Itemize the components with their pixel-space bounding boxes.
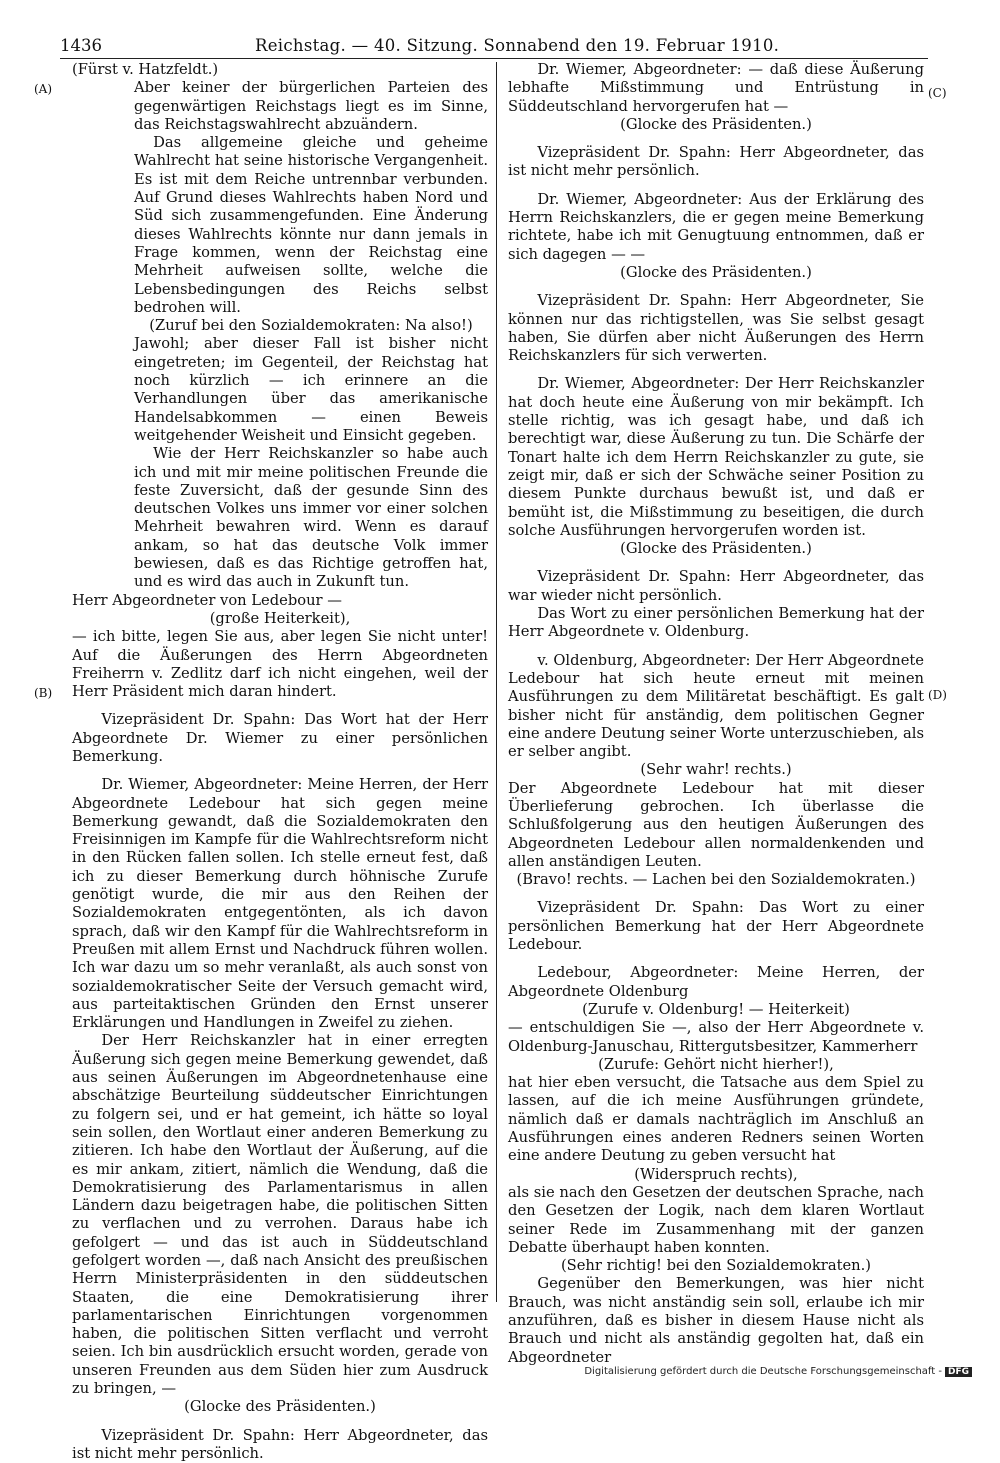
right-column <box>508 61 924 1367</box>
interjection: (Widerspruch rechts), <box>634 1165 798 1183</box>
paragraph: Gegenüber den Bemerkungen, was hier nicht Brauch, was nicht anständig sein soll, erlaube ich mir anzuführen, daß es bisher in diesem Hause nicht als Brauch und nicht als anständig gegolten hat, daß ein Abgeordneter <box>508 1275 924 1366</box>
column-divider <box>496 62 497 1302</box>
digitization-credit <box>584 1366 972 1377</box>
left-column <box>72 61 488 1463</box>
dfg-logo: DFG <box>945 1367 972 1377</box>
ledebour-speech: Ledebour, Abgeordneter: Meine Herren, der Abgeordnete Oldenburg <box>508 964 924 1000</box>
paragraph: Das Wort zu einer persönlichen Bemerkung hat der Herr Abgeordnete v. Oldenburg. <box>508 605 924 641</box>
paragraph: Wie der Herr Reichskanzler so habe auch ich und mit mir meine politischen Freunde die feste Zuversicht, daß der gesunde Sinn des deutschen Volkes uns immer vor einer solchen Mehrheit bewahren wird. Wenn es darauf ankam, so hat das deutsche Volk immer bewiesen, daß es das Richtige getroffen hat, und es wird das auch in Zukunft tun. <box>134 445 488 591</box>
paragraph: Der Herr Reichskanzler hat in einer erregten Äußerung sich gegen meine Bemerkung gewendet, daß aus seinen Äußerungen im Abgeordnetenhause eine abschätzige Beurteilung süddeutscher Einrichtungen zu folgern sei, und er hat gemeint, ich hätte so loyal sein sollen, den Wortlaut einer anderen Bemerkung zu zitieren. Ich habe den Wortlaut der Äußerung, auf die es mir ankam, zitiert, nämlich die Wendung, daß die Demokratisierung des Parlamentarismus in allen Ländern dazu beigetragen habe, die politischen Sitten zu verflachen und zu verrohen. Daraus habe ich gefolgert — und das ist auch in Süddeutschland gefolgert worden —, daß nach Ansicht des preußischen Herrn Ministerpräsidenten in den süddeutschen Staaten, die eine Demokratisierung ihrer parlamentarischen Einrichtungen vorgenommen haben, die politischen Sitten verflacht und verroht seien. Ich bin ausdrücklich ersucht worden, gerade von unseren Freunden aus dem Süden hier zum Ausdruck zu bringen, — <box>72 1032 488 1398</box>
interjection: (Bravo! rechts. — Lachen bei den Sozialdemokraten.) <box>516 871 916 889</box>
wiemer-speech: Dr. Wiemer, Abgeordneter: Meine Herren, der Herr Abgeordnete Ledebour hat sich gegen meine Bemerkung gewandt, daß die Sozialdemokraten den Freisinnigen im Kampfe für die Wahlrechtsreform nicht in den Rücken fallen sollen. Ich stelle erneut fest, daß ich zu dieser Bemerkung durch höhnische Zurufe genötigt wurde, die mir aus den Reihen der Sozialdemokraten entgegentönten, als ich davon sprach, daß wir den Kampf für die Wahlrechtsreform in Preußen mit allem Ernst und Nachdruck führen wollen. Ich war dazu um so mehr veranlaßt, als auch sonst von sozialdemokratischer Seite der Versuch gemacht wird, aus parteitaktischen Gründen den Ernst unserer Erklärungen und Handlungen in Zweifel zu ziehen. <box>72 776 488 1032</box>
wiemer-speech: Dr. Wiemer, Abgeordneter: Der Herr Reichskanzler hat doch heute eine Äußerung von mir bekämpft. Ich stelle richtig, was ich gesagt habe, und daß ich berechtigt war, diese Äußerung zu tun. Die Schärfe der Tonart halte ich dem Herrn Reichskanzler zu gute, sie zeigt mir, daß er sich der Schwäche seiner Position zu diesem Punkte durchaus bewußt ist, und daß er bemüht ist, die Mißstimmung zu beseitigen, die durch solche Ausführungen hervorgerufen worden ist. <box>508 375 924 539</box>
president-remark: Vizepräsident Dr. Spahn: Herr Abgeordneter, Sie können nur das richtigstellen, was Sie selbst gesagt haben, Sie dürfen aber nicht Äußerungen des Herrn Reichskanzlers für sich verwerten. <box>508 292 924 365</box>
speaker-context: (Fürst v. Hatzfeldt.) <box>72 61 219 78</box>
paragraph: — ich bitte, legen Sie aus, aber legen Sie nicht unter! Auf die Äußerungen des Herrn Abgeordneten Freiherrn v. Zedlitz darf ich nicht eingehen, weil der Herr Präsident mich daran hindert. <box>72 628 488 701</box>
oldenburg-speech: v. Oldenburg, Abgeordneter: Der Herr Abgeordnete Ledebour hat sich heute erneut mit meinen Ausführungen zu dem Militäretat beschäftigt. Es galt bisher nicht für anständig, dem politischen Gegner eine andere Deutung seiner Worte unterzuschieben, als er selber angibt. <box>508 651 924 761</box>
interjection: (Glocke des Präsidenten.) <box>184 1398 376 1416</box>
credit-text: Digitalisierung gefördert durch die Deutsche Forschungsgemeinschaft - <box>584 1366 942 1377</box>
page-number: 1436 <box>60 36 102 55</box>
running-header <box>60 35 928 57</box>
margin-marker-b: (B) <box>34 686 53 700</box>
hatzfeldt-speech <box>72 79 488 591</box>
paragraph: — entschuldigen Sie —, also der Herr Abgeordnete v. Oldenburg-Januschau, Rittergutsbesitzer, Kammerherr <box>508 1019 924 1055</box>
paragraph: hat hier eben versucht, die Tatsache aus dem Spiel zu lassen, auf die ich meine Ausführungen gründete, nämlich daß er damals nachträglich im Anschluß an Ausführungen eines anderen Redners seinen Worten eine andere Deutung zu geben versucht hat <box>508 1074 924 1165</box>
paragraph: Das allgemeine gleiche und geheime Wahlrecht hat seine historische Vergangenheit. Es ist mit dem Reiche untrennbar verbunden. Auf Grund dieses Wahlrechts haben Nord und Süd sich zusammengefunden. Eine Änderung dieses Wahlrechts könnte nur dann jemals in Frage kommen, wenn der Reichstag eine Mehrheit aufweisen sollte, welche die Lebensbedingungen des Reichs selbst bedrohen will. <box>134 134 488 316</box>
margin-marker-d: (D) <box>928 688 947 702</box>
paragraph: Aber keiner der bürgerlichen Parteien des gegenwärtigen Reichstags liegt es im Sinne, das Reichstagswahlrecht abzuändern. <box>134 79 488 133</box>
paragraph: Jawohl; aber dieser Fall ist bisher nicht eingetreten; im Gegenteil, der Reichstag hat noch kürzlich — ich erinnere an die Verhandlungen über das amerikanische Handelsabkommen — einen Beweis weitgehender Weisheit und Einsicht gegeben. <box>134 335 488 444</box>
president-remark: Vizepräsident Dr. Spahn: Herr Abgeordneter, das ist nicht mehr persönlich. <box>72 1426 488 1462</box>
paragraph: Der Abgeordnete Ledebour hat mit dieser Überlieferung gebrochen. Ich überlasse die Schlußfolgerung aus den heutigen Äußerungen des Abgeordneten Ledebour allen normaldenkenden und allen anständigen Leuten. <box>508 779 924 870</box>
wiemer-speech: Dr. Wiemer, Abgeordneter: Aus der Erklärung des Herrn Reichskanzlers, die er gegen meine Bemerkung richtete, habe ich mit Genugtuung entnommen, daß er sich dagegen — — <box>508 190 924 263</box>
interjection: (Sehr richtig! bei den Sozialdemokraten.) <box>560 1257 872 1275</box>
paragraph: Herr Abgeordneter von Ledebour — <box>72 591 342 609</box>
president-remark: Vizepräsident Dr. Spahn: Das Wort hat der Herr Abgeordnete Dr. Wiemer zu einer persönlichen Bemerkung. <box>72 711 488 765</box>
header-rule <box>60 58 928 59</box>
interjection: (große Heiterkeit), <box>209 609 351 627</box>
margin-marker-c: (C) <box>928 86 947 100</box>
interjection: (Zurufe v. Oldenburg! — Heiterkeit) <box>582 1000 850 1018</box>
wiemer-speech: Dr. Wiemer, Abgeordneter: — daß diese Äußerung lebhafte Mißstimmung und Entrüstung in Süddeutschland hervorgerufen hat — <box>508 61 924 115</box>
president-remark: Vizepräsident Dr. Spahn: Herr Abgeordneter, das war wieder nicht persönlich. <box>508 568 924 604</box>
interjection: (Glocke des Präsidenten.) <box>620 540 812 558</box>
paragraph: als sie nach den Gesetzen der deutschen Sprache, nach den Gesetzen der Logik, nach dem klaren Wortlaut seiner Rede im Zusammenhang mit der ganzen Debatte überhaupt haben konnten. <box>508 1183 924 1256</box>
president-remark: Vizepräsident Dr. Spahn: Das Wort zu einer persönlichen Bemerkung hat der Herr Abgeordnete Ledebour. <box>508 899 924 954</box>
interjection: (Glocke des Präsidenten.) <box>620 115 812 133</box>
margin-marker-a: (A) <box>34 82 53 96</box>
interjection: (Zuruf bei den Sozialdemokraten: Na also!) <box>149 317 473 335</box>
interjection: (Zurufe: Gehört nicht hierher!), <box>598 1055 834 1073</box>
president-remark: Vizepräsident Dr. Spahn: Herr Abgeordneter, das ist nicht mehr persönlich. <box>508 144 924 180</box>
running-head: Reichstag. — 40. Sitzung. Sonnabend den 19. Februar 1910. <box>255 36 780 55</box>
interjection: (Sehr wahr! rechts.) <box>640 761 792 779</box>
interjection: (Glocke des Präsidenten.) <box>620 263 812 281</box>
